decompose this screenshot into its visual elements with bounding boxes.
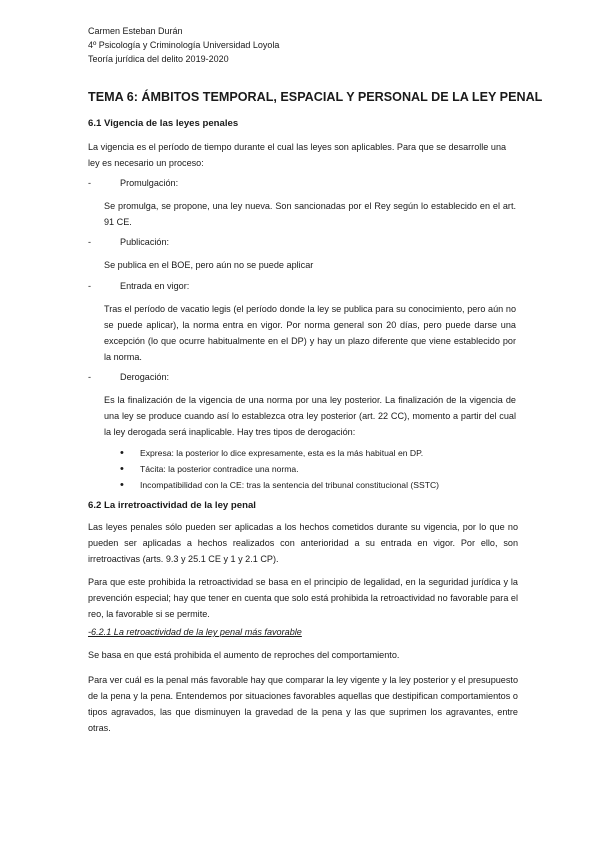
paragraph-ley-mas-favorable: Para ver cuál es la penal más favorable hay que comparar la ley vigente y la ley posterior y el presupuesto de la pena y la pena. Entendemos por situaciones favorables aquellas que destipifican comportamientos o tipos agravados, las que disminuyen la gravedad de la pena y las que suprimen los agravantes, entre otras.: [88, 675, 518, 733]
list-item: • Incompatibilidad con la CE: tras la sentencia del tribunal constitucional (SSTC): [116, 477, 439, 493]
list-item: • Tácita: la posterior contradice una norma.: [116, 461, 439, 477]
list-dash: -: [88, 237, 92, 247]
step-label-publicacion: Publicación:: [120, 237, 170, 247]
header-course: 4º Psicología y Criminología Universidad Loyola: [88, 40, 280, 50]
paragraph-aumento-reproches: Se basa en que está prohibida el aumento de reproches del comportamiento.: [88, 650, 400, 660]
header-author: Carmen Esteban Durán: [88, 26, 183, 36]
header-subject: Teoría jurídica del delito 2019-2020: [88, 54, 229, 64]
section-heading-6-1: 6.1 Vigencia de las leyes penales: [88, 118, 239, 129]
step-label-entrada-en-vigor: Entrada en vigor:: [120, 281, 190, 291]
paragraph-vigencia-intro: La vigencia es el período de tiempo durante el cual las leyes son aplicables. Para que se desarrolle una ley es necesario un proceso:: [88, 142, 507, 168]
derogation-types-list: [116, 445, 439, 493]
page-title: TEMA 6: ÁMBITOS TEMPORAL, ESPACIAL Y PERSONAL DE LA LEY PENAL: [88, 90, 543, 104]
list-dash: -: [88, 178, 92, 188]
subsection-heading-6-2-1: -6.2.1 La retroactividad de la ley penal más favorable: [88, 627, 302, 637]
step-text-promulgacion: Se promulga, se propone, una ley nueva. Son sancionadas por el Rey según lo establecido en el art. 91 CE.: [104, 201, 516, 227]
list-item: • Expresa: la posterior lo dice expresamente, esta es la más habitual en DP.: [116, 445, 439, 461]
list-dash: -: [88, 281, 92, 291]
step-text-publicacion: Se publica en el BOE, pero aún no se puede aplicar: [104, 260, 314, 270]
step-label-promulgacion: Promulgación:: [120, 178, 179, 188]
paragraph-irretroactividad: Las leyes penales sólo pueden ser aplicadas a los hechos cometidos durante su vigencia, por lo que no pueden ser aplicadas a hechos realizados con anterioridad a su entrada en vigor. Por ello, son irretroactivas (arts. 9.3 y 25.1 CE y 1 y 2.1 CP).: [88, 522, 518, 564]
list-dash: -: [88, 372, 92, 382]
step-text-entrada-en-vigor: Tras el período de vacatio legis (el período donde la ley se publica para su conocimiento, pero aún no se puede aplicar), la norma entra en vigor. Por norma general son 20 días, pero puede darse una excepción (lo que ocurre habitualmente en el DP) y hay un plazo diferente que viene establecido por la norma.: [104, 304, 516, 362]
section-heading-6-2: 6.2 La irretroactividad de la ley penal: [88, 500, 256, 511]
step-text-derogacion: Es la finalización de la vigencia de una norma por una ley posterior. La finalización de la vigencia de una ley se produce cuando así lo establezca otra ley posterior (art. 22 CC), momento a partir del cual la ley derogada será inaplicable. Hay tres tipos de derogación:: [104, 395, 516, 437]
paragraph-retroactividad-prohibida: Para que este prohibida la retroactividad se basa en el principio de legalidad, en la seguridad jurídica y la prevención especial; hay que tener en cuenta que solo está prohibida la retroactividad no favorable para el reo, la favorable si se permite.: [88, 577, 518, 619]
step-label-derogacion: Derogación:: [120, 372, 170, 382]
